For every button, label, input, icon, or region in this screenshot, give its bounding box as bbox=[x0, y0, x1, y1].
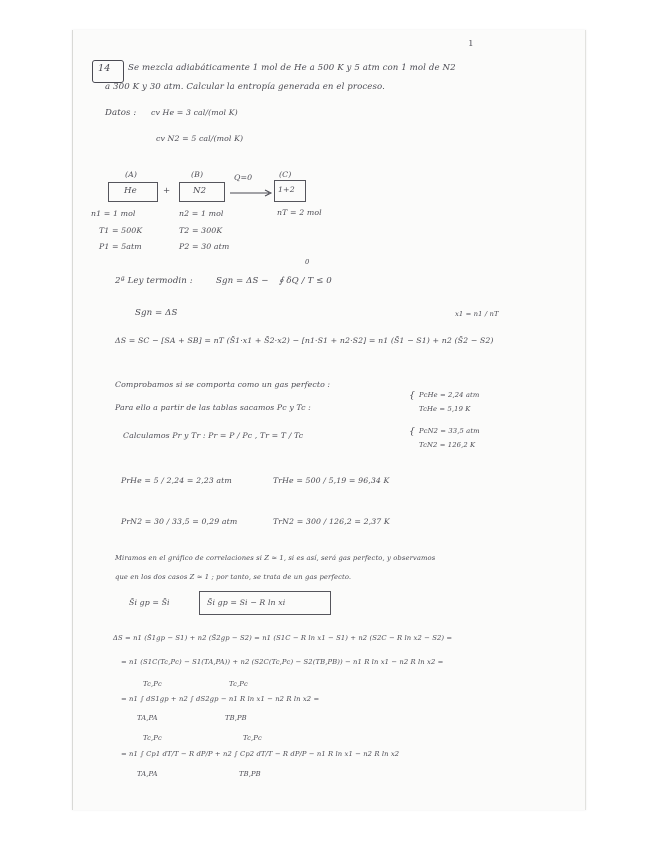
derivation-limit-lower-a-2: TA,PA bbox=[137, 770, 158, 778]
derivation-limit-lower-a: TA,PA bbox=[137, 714, 158, 722]
state-a-temp: T1 = 500K bbox=[99, 226, 143, 235]
brace-he: { bbox=[409, 390, 416, 401]
critical-temp-he: TcHe = 5,19 K bbox=[419, 405, 471, 413]
mole-fraction-note: x1 = n1 / nT bbox=[455, 310, 499, 318]
ideal-check-line3: Calculamos Pr y Tr : Pr = P / Pc , Tr = T / Tc bbox=[123, 431, 304, 440]
problem-statement-line2: a 300 K y 30 atm. Calcular la entropía generada en el proceso. bbox=[105, 82, 385, 92]
state-b-temp: T2 = 300K bbox=[179, 226, 223, 235]
brace-n2: { bbox=[409, 426, 416, 437]
problem-number: 14 bbox=[98, 63, 111, 74]
derivation-line2: = n1 (S1C(Tc,Pc) − S1(TA,PA)) + n2 (S2C(Tc,Pc) − S2(TB,PB)) − n1 R ln x1 − n2 R ln x2 = bbox=[121, 658, 444, 666]
arrow-label: Q=0 bbox=[234, 173, 253, 182]
derivation-line3: = n1 ∫ dS1gp + n2 ∫ dS2gp − n1 R ln x1 − n2 R ln x2 = bbox=[121, 695, 320, 703]
plus-sign: + bbox=[163, 186, 171, 196]
entropy-generation: Sgn = ΔS bbox=[135, 308, 178, 318]
second-law-label: 2ª Ley termodin : bbox=[115, 276, 193, 286]
handwritten-page bbox=[72, 30, 586, 810]
critical-pressure-n2: PcN2 = 33,5 atm bbox=[419, 427, 480, 435]
reduced-temp-n2: TrN2 = 300 / 126,2 = 2,37 K bbox=[273, 517, 390, 526]
ideal-entropy-eq: S̄i gp = S̄i bbox=[129, 598, 170, 607]
critical-pressure-he: PcHe = 2,24 atm bbox=[419, 391, 480, 399]
state-b-moles: n2 = 1 mol bbox=[179, 209, 224, 218]
state-b-box-text: N2 bbox=[193, 186, 207, 196]
problem-statement-line1: Se mezcla adiabáticamente 1 mol de He a 500 K y 5 atm con 1 mol de N2 bbox=[128, 63, 456, 73]
state-a-moles: n1 = 1 mol bbox=[91, 209, 136, 218]
state-a-label: (A) bbox=[125, 170, 138, 179]
integral-zero-mark: 0 bbox=[305, 258, 310, 266]
derivation-limit-lower-b: TB,PB bbox=[225, 714, 247, 722]
datos-label: Datos : bbox=[105, 108, 137, 118]
state-c-box-text: 1+2 bbox=[278, 185, 295, 194]
reduced-pressure-he: PrHe = 5 / 2,24 = 2,23 atm bbox=[121, 476, 232, 485]
derivation-limit-upper-4: Tc,Pc bbox=[243, 734, 262, 742]
ideal-entropy-boxed-eq: S̄i gp = Si − R ln xi bbox=[207, 598, 286, 607]
conclusion-line2: que en los dos casos Z ≈ 1 ; por tanto, se trata de un gas perfecto. bbox=[115, 573, 352, 581]
cv-n2: cv N2 = 5 cal/(mol K) bbox=[156, 134, 244, 143]
derivation-line4: = n1 ∫ Cp1 dT/T − R dP/P + n2 ∫ Cp2 dT/T − R dP/P − n1 R ln x1 − n2 R ln x2 bbox=[121, 750, 400, 758]
pen-mark: ı bbox=[469, 36, 473, 49]
derivation-line1: ΔS = n1 (S̄1gp − S1) + n2 (S̄2gp − S2) = n1 (S1C − R ln x1 − S1) + n2 (S2C − R ln x2 − S2) = bbox=[113, 634, 453, 642]
state-c-moles: nT = 2 mol bbox=[277, 208, 322, 217]
process-arrow bbox=[229, 189, 273, 197]
derivation-limit-upper-2: Tc,Pc bbox=[229, 680, 248, 688]
second-law-integral: ∮ δQ / T ≤ 0 bbox=[279, 276, 332, 286]
state-b-pressure: P2 = 30 atm bbox=[179, 242, 230, 251]
state-c-label: (C) bbox=[279, 170, 292, 179]
cv-he: cv He = 3 cal/(mol K) bbox=[151, 108, 238, 117]
state-a-pressure: P1 = 5atm bbox=[99, 242, 142, 251]
derivation-limit-upper-1: Tc,Pc bbox=[143, 680, 162, 688]
derivation-limit-upper-3: Tc,Pc bbox=[143, 734, 162, 742]
state-a-box-text: He bbox=[124, 186, 137, 196]
delta-s-equation: ΔS = SC − [SA + SB] = nT (S̄1·x1 + S̄2·x2) − [n1·S1 + n2·S2] = n1 (S̄1 − S1) + n2 (S̄2 − S2) bbox=[115, 336, 494, 345]
reduced-pressure-n2: PrN2 = 30 / 33,5 = 0,29 atm bbox=[121, 517, 238, 526]
conclusion-line1: Miramos en el gráfico de correlaciones si Z ≈ 1, si es así, será gas perfecto, y observamos bbox=[115, 554, 436, 562]
ideal-check-line2: Para ello a partir de las tablas sacamos Pc y Tc : bbox=[115, 403, 311, 412]
reduced-temp-he: TrHe = 500 / 5,19 = 96,34 K bbox=[273, 476, 390, 485]
ideal-check-line1: Comprobamos si se comporta como un gas perfecto : bbox=[115, 380, 331, 389]
second-law-eq: Sgn = ΔS − bbox=[216, 276, 269, 286]
derivation-limit-lower-b-2: TB,PB bbox=[239, 770, 261, 778]
critical-temp-n2: TcN2 = 126,2 K bbox=[419, 441, 476, 449]
state-b-label: (B) bbox=[191, 170, 204, 179]
